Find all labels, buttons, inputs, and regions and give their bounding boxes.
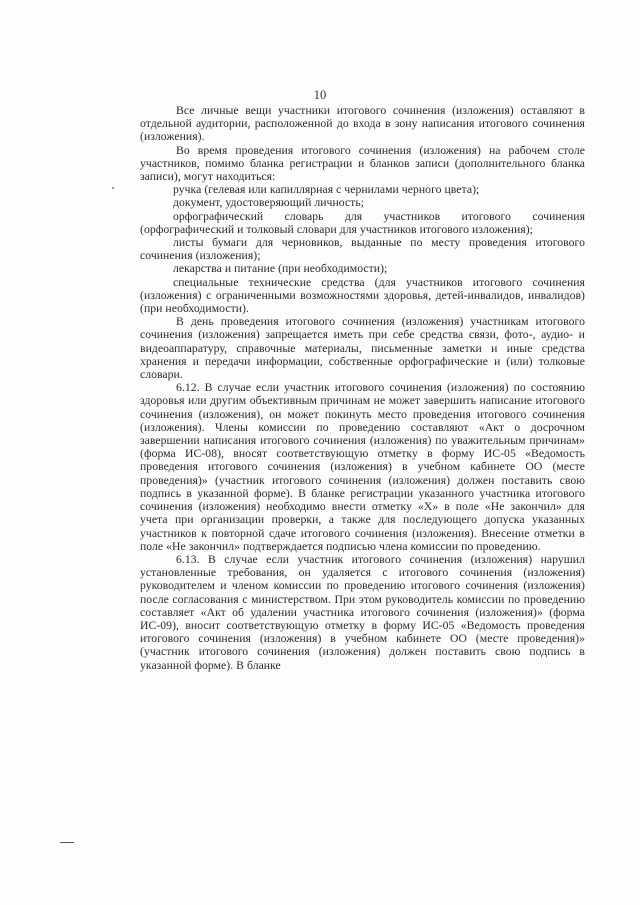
paragraph-section-6-12: 6.12. В случае если участник итогового сочинения (изложения) по состоянию здоровья или другим объективным причинам не может завершить написание итогового сочинения (изложения), он может покинуть место проведения итогового сочинения (изложения). Члены комиссии по проведению составляют «Акт о досрочном завершении написания итогового сочинения (изложения) по уважительным причинам» (форма ИС-08), вносят соответствующую отметку в форму ИС-05 «Ведомость проведения итогового сочинения (изложения) в учебном кабинете ОО (месте проведения)» (участник итогового сочинения (изложения) должен поставить свою подпись в указанной форме). В бланке регистрации указанного участника итогового сочинения (изложения) необходимо внести отметку «Х» в поле «Не закончил» для учета при организации проверки, а также для последующего допуска указанных участников к повторной сдаче итогового сочинения (изложения). Внесение отметки в поле «Не закончил» подтверждается подписью члена комиссии по проведению.	[140, 381, 585, 553]
paragraph-personal-belongings: Все личные вещи участники итогового сочинения (изложения) оставляют в отдельной аудитории, расположенной до входа в зону написания итогового сочинения (изложения).	[140, 104, 585, 144]
paragraph-allowed-items-intro: Во время проведения итогового сочинения (изложения) на рабочем столе участников, помимо бланка регистрации и бланков записи (дополнительного бланка записи), могут находиться:	[140, 143, 585, 184]
list-item-special-equipment: специальные технические средства (для участников итогового сочинения (изложения) с ограниченными возможностями здоровья, детей-инвалидов, инвалидов) (при необходимости).	[140, 275, 585, 316]
list-item-id-document: документ, удостоверяющий личность;	[173, 196, 365, 210]
paragraph-prohibited-items: В день проведения итогового сочинения (изложения) участникам итогового сочинения (изложения) запрещается иметь при себе средства связи, фото-, аудио- и видеоаппаратуру, справочные материалы, письменные заметки и иные средства хранения и передачи информации, собственные орфографические и (или) толковые словари.	[140, 315, 585, 382]
paragraph-section-6-13: 6.13. В случае если участник итогового сочинения (изложения) нарушил установленные требования, он удаляется с итогового сочинения (изложения) руководителем и членом комиссии по проведению итогового сочинения (изложения) после согласования с министерством. При этом руководитель комиссии по проведению составляет «Акт об удалении участника итогового сочинения (изложения)» (форма ИС-09), вносит соответствующую отметку в форму ИС-05 «Ведомость проведения итогового сочинения (изложения) в учебном кабинете ОО (месте проведения)» (участник итогового сочинения (изложения) должен поставить свою подпись в указанной форме). В бланке	[140, 552, 585, 672]
scan-speck	[112, 187, 114, 189]
page-number: 10	[313, 88, 327, 102]
list-item-medicine-food: лекарства и питание (при необходимости);	[173, 262, 388, 276]
list-item-draft-sheets: листы бумаги для черновиков, выданные по месту проведения итогового сочинения (изложения);	[140, 236, 585, 263]
list-item-pen: ручка (гелевая или капиллярная с чернилами черного цвета);	[173, 183, 480, 197]
document-body	[140, 104, 585, 672]
list-item-dictionary: орфографический словарь для участников итогового сочинения (орфографический и толковый словари для участников итогового изложения);	[140, 209, 585, 236]
footer-dash	[60, 842, 74, 843]
